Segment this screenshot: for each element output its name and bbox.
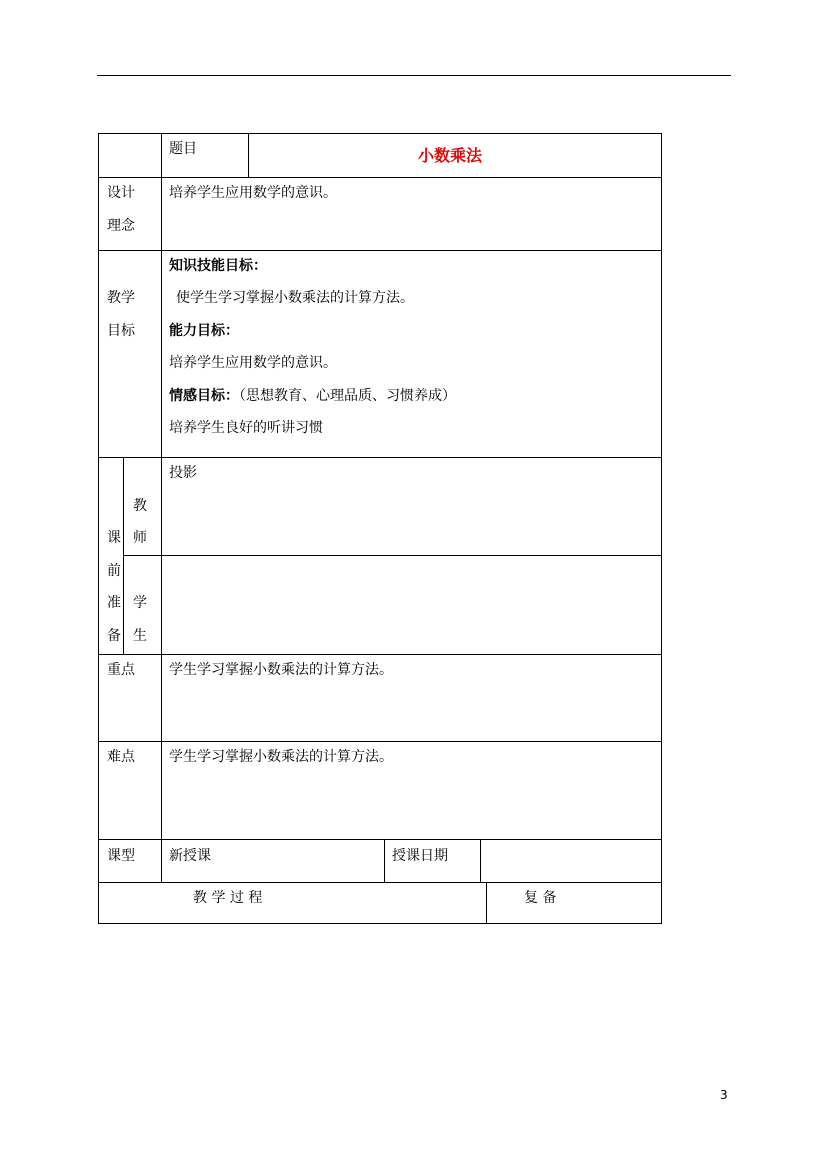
border-line xyxy=(98,133,99,924)
goal-text-emotion: 培养学生良好的听讲习惯 xyxy=(169,420,323,436)
goal-heading-ability: 能力目标： xyxy=(169,323,239,339)
border-line xyxy=(661,133,662,924)
border-line xyxy=(123,457,124,655)
goal-heading-emotion-note: （思想教育、心理品质、习惯养成） xyxy=(239,388,456,404)
label-student-2: 生 xyxy=(133,628,147,644)
label-prep-3: 准 xyxy=(107,595,121,611)
key-text: 学生学习掌握小数乘法的计算方法。 xyxy=(169,662,393,678)
goal-text-knowledge: 使学生学习掌握小数乘法的计算方法。 xyxy=(176,290,414,306)
border-line xyxy=(123,555,662,556)
border-line xyxy=(98,839,662,840)
border-line xyxy=(98,654,662,655)
label-prep-2: 前 xyxy=(107,563,121,579)
label-goal-1: 教学 xyxy=(107,290,135,306)
goal-heading-emotion-line xyxy=(169,386,456,406)
border-line xyxy=(98,741,662,742)
border-line xyxy=(98,133,662,134)
label-topic: 题目 xyxy=(169,141,197,157)
border-line xyxy=(98,177,662,178)
goal-text-ability: 培养学生应用数学的意识。 xyxy=(169,355,337,371)
header-rule xyxy=(97,75,731,76)
process-heading: 教 学 过 程 xyxy=(193,890,263,906)
design-text: 培养学生应用数学的意识。 xyxy=(169,185,337,201)
label-student-1: 学 xyxy=(133,595,147,611)
label-teacher-1: 教 xyxy=(133,498,147,514)
label-difficult: 难点 xyxy=(107,749,135,765)
border-line xyxy=(480,839,481,883)
label-key: 重点 xyxy=(107,662,135,678)
goal-heading-emotion: 情感目标： xyxy=(169,388,239,404)
label-prep-4: 备 xyxy=(107,628,121,644)
page-number: 3 xyxy=(720,1088,728,1102)
label-design-2: 理念 xyxy=(107,218,135,234)
label-type: 课型 xyxy=(107,848,135,864)
border-line xyxy=(248,133,249,178)
border-line xyxy=(98,882,662,883)
label-prep-1: 课 xyxy=(107,530,121,546)
label-design-1: 设计 xyxy=(107,185,135,201)
border-line xyxy=(98,250,662,251)
border-line xyxy=(384,839,385,883)
review-heading: 复 备 xyxy=(524,890,557,906)
difficult-text: 学生学习掌握小数乘法的计算方法。 xyxy=(169,749,393,765)
label-date: 授课日期 xyxy=(392,848,448,864)
lesson-title: 小数乘法 xyxy=(418,146,483,165)
type-text: 新授课 xyxy=(169,848,211,864)
border-line xyxy=(486,882,487,924)
label-teacher-2: 师 xyxy=(133,530,147,546)
border-line xyxy=(98,923,662,924)
border-line xyxy=(98,457,662,458)
teacher-prep-text: 投影 xyxy=(169,465,197,481)
goal-heading-knowledge: 知识技能目标： xyxy=(169,258,267,274)
border-line xyxy=(161,133,162,883)
label-goal-2: 目标 xyxy=(107,323,135,339)
